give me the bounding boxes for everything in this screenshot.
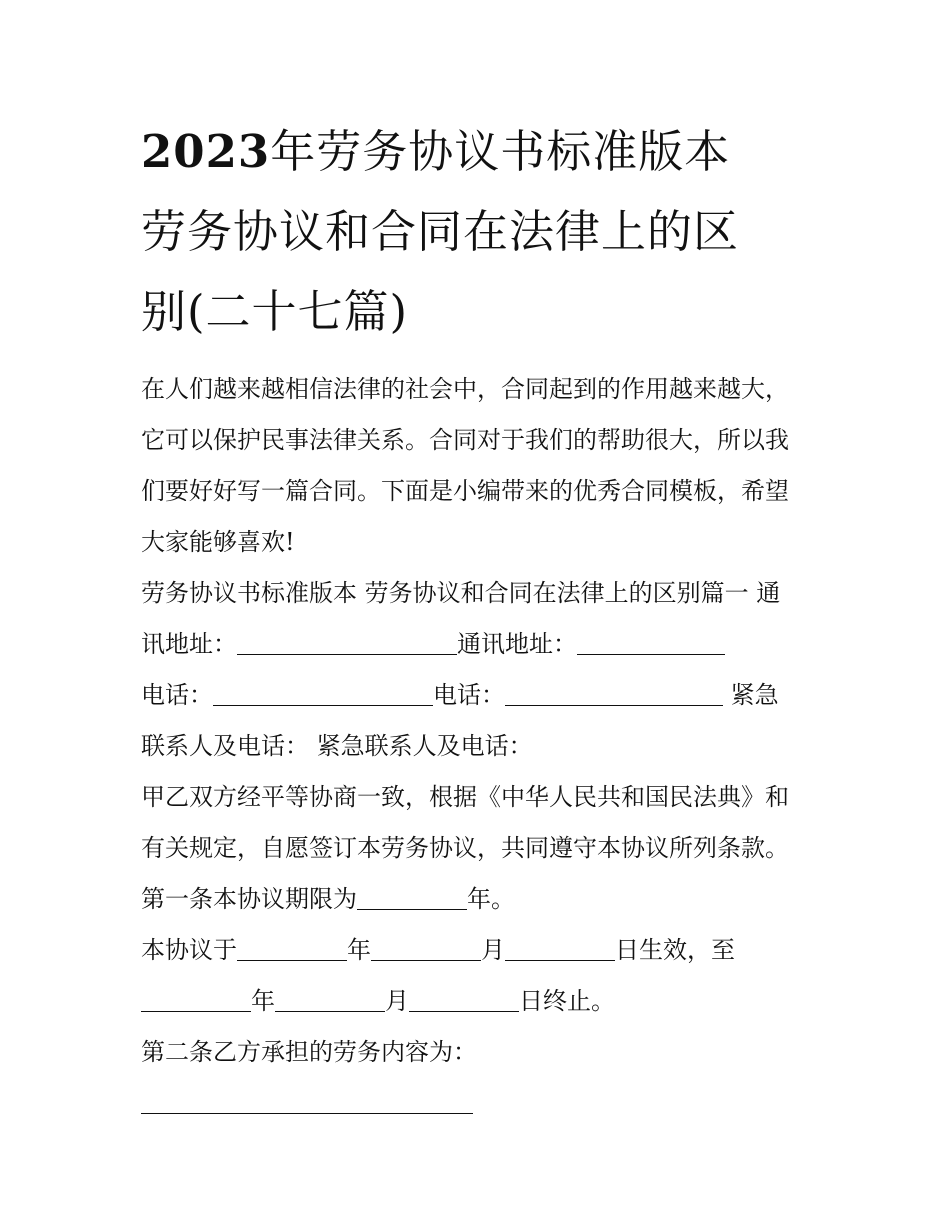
title-year: 2023	[141, 125, 271, 178]
effective-date-line	[141, 925, 821, 976]
title-line-1-rest: 年劳务协议书标准版本	[270, 125, 731, 178]
phone-blank-1	[213, 679, 433, 706]
phone-line	[141, 670, 821, 721]
address-label-1: 讯地址：	[141, 630, 237, 658]
service-content-line	[141, 1078, 821, 1129]
end-year-blank	[141, 985, 251, 1012]
intro-line-4: 大家能够喜欢!	[141, 528, 295, 556]
effective-month-label: 月	[481, 936, 505, 964]
address-blank-1	[237, 628, 457, 655]
end-month-blank	[275, 985, 385, 1012]
title-line-1	[141, 112, 821, 192]
document-body	[141, 364, 821, 1129]
phone-label-1: 电话：	[141, 681, 213, 709]
intro-line-3: 们要好好写一篇合同。下面是小编带来的优秀合同模板，希望	[141, 477, 789, 505]
phone-blank-2	[505, 679, 723, 706]
article-2-line: 第二条乙方承担的劳务内容为：	[141, 1038, 477, 1066]
effective-prefix: 本协议于	[141, 936, 237, 964]
document-title	[141, 112, 821, 352]
article-1-unit: 年。	[467, 885, 515, 913]
start-month-blank	[371, 934, 481, 961]
end-day-blank	[409, 985, 519, 1012]
agreement-line-2: 有关规定，自愿签订本劳务协议，共同遵守本协议所列条款。	[141, 834, 789, 862]
title-line-2: 劳务协议和合同在法律上的区	[141, 205, 740, 258]
intro-line-2: 它可以保护民事法律关系。合同对于我们的帮助很大，所以我	[141, 426, 789, 454]
end-day-label: 日终止。	[519, 987, 615, 1015]
article-1-line	[141, 874, 821, 925]
phone-label-2: 电话：	[433, 681, 505, 709]
title-line-3: 别(二十七篇)	[141, 285, 409, 338]
start-year-blank	[237, 934, 347, 961]
intro-line-1: 在人们越来越相信法律的社会中，合同起到的作用越来越大，	[141, 375, 789, 403]
effective-day-label: 日生效，至	[615, 936, 735, 964]
section-heading: 劳务协议书标准版本 劳务协议和合同在法律上的区别篇一 通	[141, 579, 781, 607]
service-content-blank	[141, 1087, 473, 1114]
term-years-blank	[357, 883, 467, 910]
article-1-label: 第一条本协议期限为	[141, 885, 357, 913]
end-month-label: 月	[385, 987, 409, 1015]
phone-tail: 紧急	[723, 681, 779, 709]
address-label-2: 通讯地址：	[457, 630, 577, 658]
agreement-line-1: 甲乙双方经平等协商一致，根据《中华人民共和国民法典》和	[141, 783, 789, 811]
document-page	[141, 112, 821, 1129]
emergency-contact-line: 联系人及电话： 紧急联系人及电话：	[141, 732, 533, 760]
effective-year-label: 年	[347, 936, 371, 964]
address-line	[141, 619, 821, 670]
address-blank-2	[577, 628, 725, 655]
end-year-label: 年	[251, 987, 275, 1015]
start-day-blank	[505, 934, 615, 961]
end-date-line	[141, 976, 821, 1027]
